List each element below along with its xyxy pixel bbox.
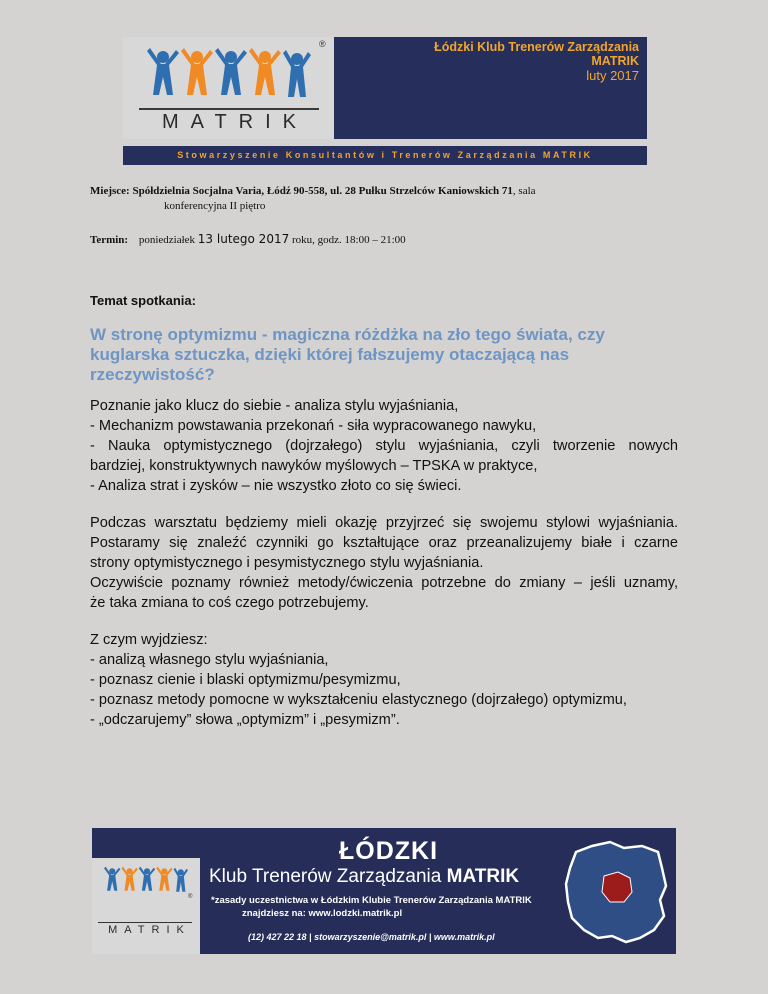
banner-contact: (12) 427 22 18 | stowarzyszenie@matrik.pl | www.matrik.pl (248, 932, 495, 942)
banner-logo-divider (98, 922, 192, 923)
logo-wordmark: MATRIK (161, 111, 309, 133)
header (123, 37, 647, 139)
intro-line: Poznanie jako klucz do siebie - analiza stylu wyjaśniania, (90, 398, 459, 414)
topic-label: Temat spotkania: (90, 293, 196, 308)
registered-mark: ® (319, 39, 326, 49)
workshop-line: Postaramy się znaleźć czynniki go kształtujące oraz przeanalizujemy białe i czarne (90, 535, 678, 551)
banner-registered-mark: ® (188, 894, 193, 900)
workshop-line: Oczywiście poznamy również metody/ćwiczenia potrzebne do zmiany – jeśli uznamy, (90, 575, 678, 591)
outcome-item: - poznasz metody pomocne w wykształceniu elastycznego (dojrzałego) optymizmu, (90, 692, 627, 708)
place-block (90, 184, 678, 214)
outcome-item: - analizą własnego stylu wyjaśniania, (90, 652, 329, 668)
term-label: Termin: (90, 234, 129, 246)
banner-logo-wordmark: MATRIK (108, 924, 191, 936)
footer-banner (92, 828, 676, 954)
place-room-line: konferencyjna II piętro (164, 200, 266, 212)
outcomes-list (90, 630, 678, 730)
banner-subtitle (209, 866, 519, 888)
place-room: , sala (512, 185, 536, 197)
header-title-box (334, 37, 647, 139)
banner-info-line1: *zasady uczestnictwa w Łódzkim Klubie Trenerów Zarządzania MATRIK (211, 895, 532, 906)
intro-line: bardziej, konstruktywnych nawyków myślowych – TPSKA w praktyce, (90, 458, 538, 474)
association-name: Stowarzyszenie Konsultantów i Trenerów Zarządzania MATRIK (177, 150, 593, 160)
association-bar (123, 146, 647, 165)
term-block (90, 232, 406, 246)
place-address: Spółdzielnia Socjalna Varia, Łódź 90-558, ul. 28 Pułku Strzelców Kaniowskich 71 (132, 185, 513, 197)
outcomes-heading: Z czym wyjdziesz: (90, 632, 208, 648)
workshop-line: strony optymistycznego i pesymistycznego stylu wyjaśniania. (90, 555, 484, 571)
topic-title: W stronę optymizmu - magiczna różdżka na zło tego świata, czy kuglarska sztuczka, dzięki której fałszujemy otaczającą nas rzeczywistość? (90, 325, 605, 384)
matrik-logo (123, 37, 334, 139)
workshop-line: że taka zmiana to coś czego potrzebujemy. (90, 595, 369, 611)
outcome-item: - poznasz cienie i blaski optymizmu/pesymizmu, (90, 672, 401, 688)
intro-list (90, 396, 678, 496)
place-label: Miejsce: (90, 185, 130, 197)
workshop-paragraph (90, 513, 678, 613)
people-figures-icon (102, 864, 193, 900)
club-title: Łódzki Klub Trenerów Zarządzania (434, 40, 639, 54)
term-date: 13 lutego 2017 (197, 232, 290, 246)
banner-logo (92, 858, 200, 954)
club-title-matrik: MATRIK (591, 54, 639, 68)
banner-info-line2: znajdziesz na: www.lodzki.matrik.pl (242, 908, 403, 919)
logo-divider (139, 108, 319, 110)
intro-line: - Mechanizm powstawania przekonań - siła wypracowanego nawyku, (90, 418, 537, 434)
workshop-line: Podczas warsztatu będziemy mieli okazję przyjrzeć się swojemu stylowi wyjaśniania. (90, 515, 678, 531)
term-day: poniedziałek (138, 234, 196, 246)
banner-subtitle-bold: MATRIK (446, 866, 520, 887)
term-time: roku, godz. 18:00 – 21:00 (291, 234, 406, 246)
poland-map-icon (562, 838, 670, 948)
people-figures-icon (143, 45, 315, 107)
banner-title: ŁÓDZKI (339, 837, 439, 865)
issue-date: luty 2017 (586, 68, 639, 83)
outcome-item: - „odczarujemy” słowa „optymizm” i „pesymizm”. (90, 712, 400, 728)
banner-subtitle-text: Klub Trenerów Zarządzania (209, 866, 442, 887)
intro-line: - Analiza strat i zysków – nie wszystko złoto co się świeci. (90, 478, 462, 494)
intro-line: - Nauka optymistycznego (dojrzałego) stylu wyjaśniania, czyli tworzenie nowych (90, 438, 678, 454)
